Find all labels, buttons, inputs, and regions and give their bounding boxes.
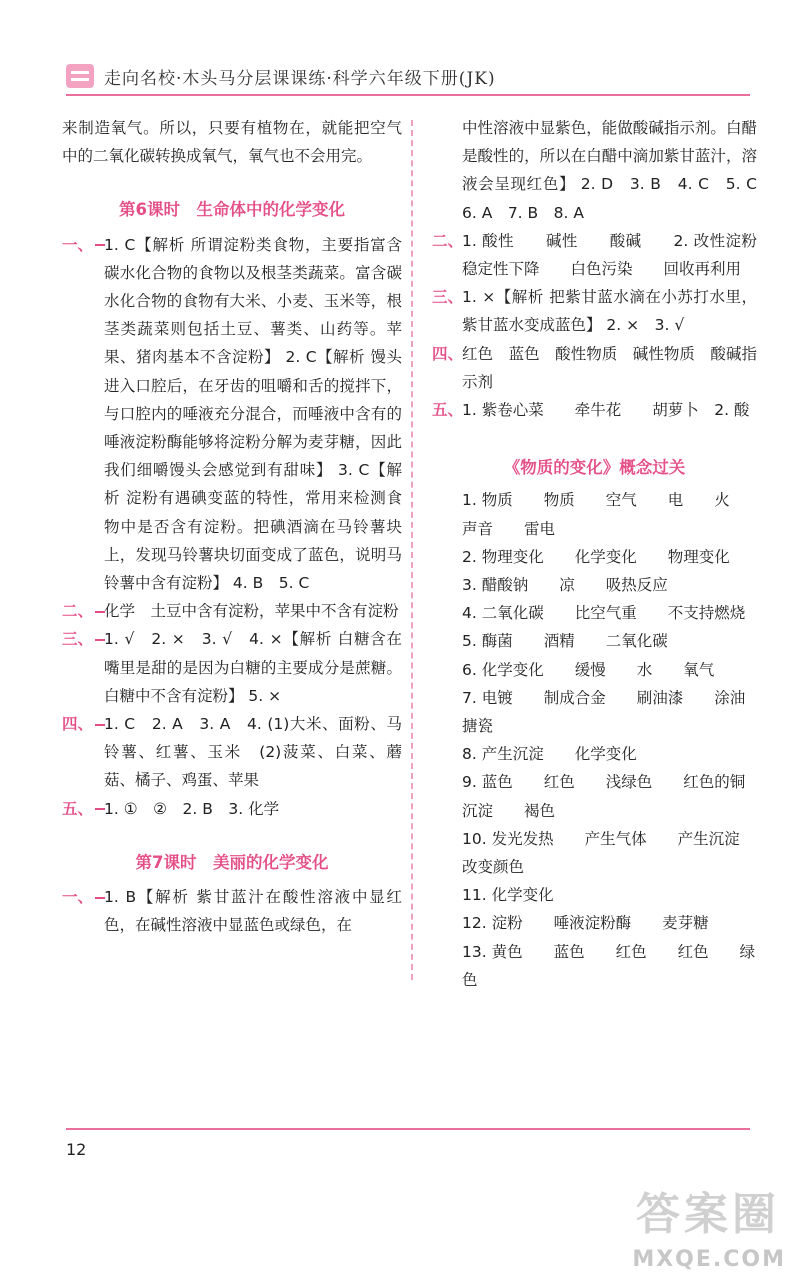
concept-item: 1. 物质 物质 空气 电 火 声音 雷电	[462, 491, 746, 538]
r-section-5	[432, 396, 757, 424]
section-mark: 一、	[62, 883, 105, 911]
l7-section-1	[62, 883, 402, 939]
intro-text: 来制造氧气。所以，只要有植物在，就能把空气中的二氧化碳转换成氧气，氧气也不会用完。	[62, 119, 402, 166]
footer-rule	[66, 1128, 750, 1130]
section-mark: 二、	[432, 231, 464, 250]
section-text: 1. ×【解析 把紫甘蓝水滴在小苏打水里，紫甘蓝水变成蓝色】 2. × 3. √	[462, 288, 757, 335]
concept-item: 2. 物理变化 化学变化 物理变化	[462, 547, 730, 566]
section-text: 1. B【解析 紫甘蓝汁在酸性溶液中显红色，在碱性溶液中显蓝色或绿色，在	[104, 888, 402, 935]
l6-section-1	[62, 231, 402, 598]
section-mark: 五、	[432, 401, 464, 420]
r-section-4	[432, 340, 757, 396]
concept-item: 10. 发光发热 产生气体 产生沉淀 改变颜色	[462, 829, 756, 877]
section-mark: 五、	[62, 795, 105, 823]
l6-section-5	[62, 795, 402, 823]
section-text: 1. C 2. A 3. A 4. (1)大米、面粉、马铃薯、红薯、玉米 (2)菠菜、白菜、蘑菇、橘子、鸡蛋、苹果	[104, 715, 402, 790]
concept-item: 7. 电镀 制成合金 刷油漆 涂油搪瓷	[462, 688, 746, 736]
concept-item: 8. 产生沉淀 化学变化	[462, 745, 637, 764]
concept-item: 13. 黄色 蓝色 红色 红色 绿色	[462, 942, 756, 989]
section-mark: 四、	[62, 710, 105, 738]
book-icon	[66, 64, 94, 88]
concept-item: 11. 化学变化	[462, 886, 554, 905]
section-mark: 三、	[432, 288, 464, 307]
section-text: 1. 酸性 碱性 酸碱 2. 改性淀粉 稳定性下降 白色污染 回收再利用	[462, 231, 773, 279]
l6-section-3	[62, 625, 402, 710]
concept-item: 4. 二氧化碳 比空气重 不支持燃烧	[462, 604, 746, 623]
section-text: 红色 蓝色 酸性物质 碱性物质 酸碱指示剂	[462, 344, 757, 391]
watermark-url: MXQE.COM	[632, 1247, 786, 1272]
section-text: 1. C【解析 所谓淀粉类食物，主要指富含碳水化合物的食物以及根茎类蔬菜。富含碳水化合物的食物有大米、小麦、玉米等，根茎类蔬菜则包括土豆、薯类、山药等。苹果、猪肉基本不含淀粉】 2. C【解析 馒头进入口腔后，在牙齿的咀嚼和舌的搅拌下，与口腔内的唾液充分混合，而唾液中含有的唾液淀粉酶能够将淀粉分解为麦芽糖，因此我们细嚼馒头会感觉到有甜味】 3. C【解析 淀粉有遇碘变蓝的特性，常用来检测食物中是否含有淀粉。把碘酒滴在马铃薯块上，发现马铃薯块切面变成了蓝色，说明马铃薯中含有淀粉】 4. B 5. C	[104, 235, 402, 593]
r-section-2	[432, 227, 773, 283]
section-text: 1. 紫卷心菜 牵牛花 胡萝卜 2. 酸	[462, 401, 750, 420]
column-divider	[411, 120, 413, 980]
concept-item: 9. 蓝色 红色 浅绿色 红色的铜沉淀 褐色	[462, 773, 746, 820]
r-section-3	[432, 283, 757, 339]
header-rule	[66, 94, 750, 96]
left-column	[62, 114, 402, 939]
page-number: 12	[66, 1140, 87, 1159]
watermark-logo: 答案圈	[636, 1189, 780, 1240]
lesson-7-title: 第7课时 美丽的化学变化	[135, 852, 329, 872]
section-mark: 三、	[62, 625, 105, 653]
right-column	[432, 114, 773, 994]
section-text: 化学 土豆中含有淀粉，苹果中不含有淀粉	[104, 602, 399, 621]
section-text: 1. √ 2. × 3. √ 4. ×【解析 白糖含在嘴里是甜的是因为白糖的主要成分是蔗糖。白糖中不含有淀粉】 5. ×	[104, 630, 402, 705]
section-mark: 一、	[62, 231, 105, 259]
l6-section-2	[62, 597, 402, 625]
section-mark: 四、	[432, 344, 464, 363]
concept-item: 3. 醋酸钠 凉 吸热反应	[462, 576, 668, 595]
l6-section-4	[62, 710, 402, 795]
header-title: 走向名校·木头马分层课课练·科学六年级下册(JK)	[104, 69, 496, 89]
continued-text: 中性溶液中显紫色，能做酸碱指示剂。白醋是酸性的，所以在白醋中滴加紫甘蓝汁，溶液会呈现红色】 2. D 3. B 4. C 5. C 6. A 7. B 8. A	[462, 119, 773, 222]
concept-item: 12. 淀粉 唾液淀粉酶 麦芽糖	[462, 914, 709, 933]
concept-item: 6. 化学变化 缓慢 水 氧气	[462, 660, 715, 679]
section-text: 1. ① ② 2. B 3. 化学	[104, 799, 280, 818]
concept-item: 5. 酶菌 酒精 二氧化碳	[462, 632, 668, 651]
concept-title: 《物质的变化》概念过关	[503, 458, 686, 478]
lesson-6-title: 第6课时 生命体中的化学变化	[119, 200, 345, 220]
section-mark: 二、	[62, 597, 105, 625]
page-header	[0, 56, 810, 96]
